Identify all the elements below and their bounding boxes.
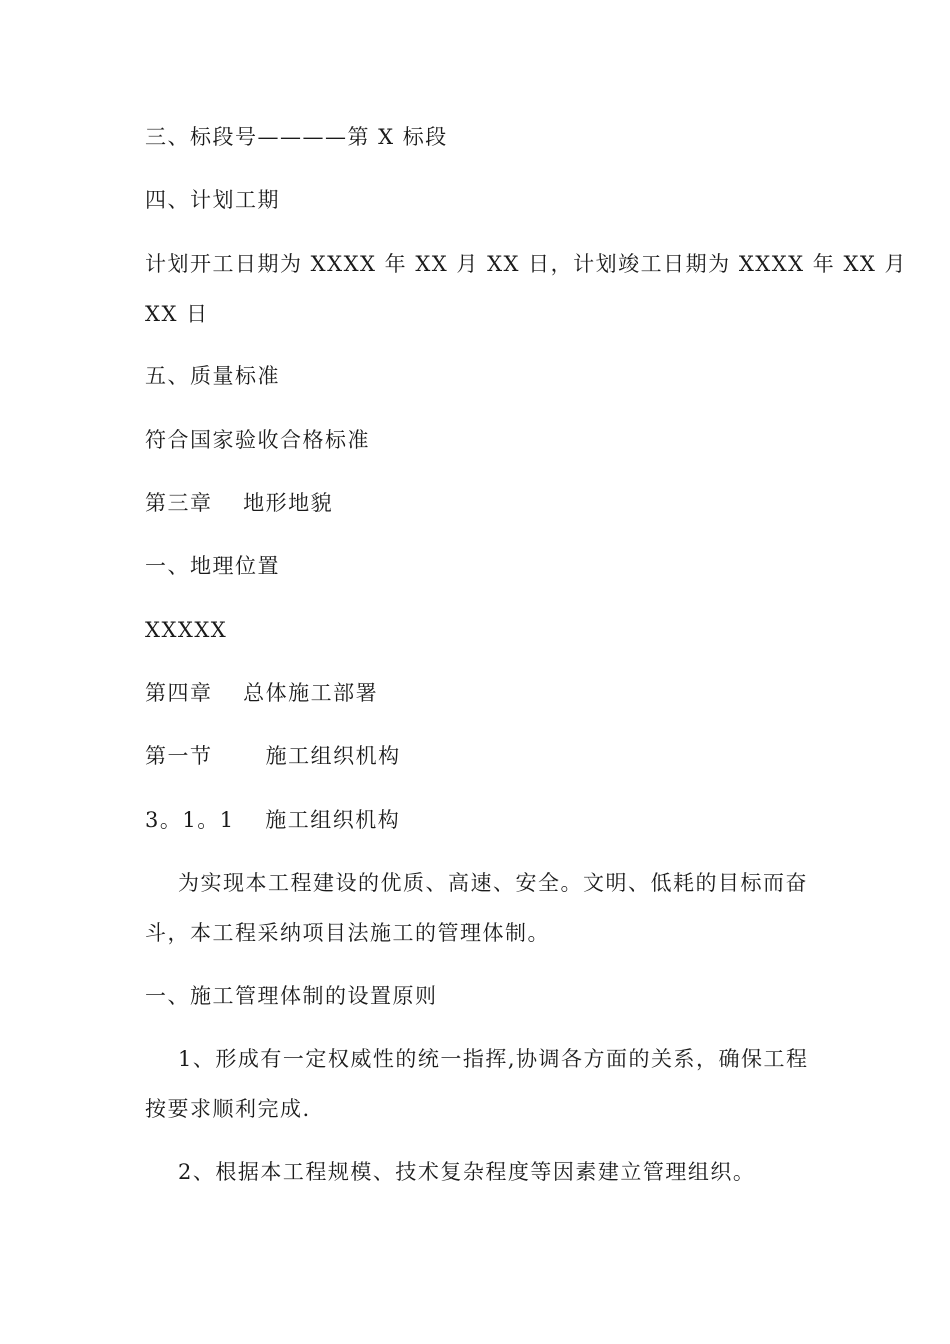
planned-dates-line-1: 计划开工日期为 XXXX 年 XX 月 XX 日，计划竣工日期为 XXXX 年 XX 月 <box>145 252 908 276</box>
section-location-heading: 一、地理位置 <box>145 554 280 578</box>
section-one-heading: 第一节 施工组织机构 <box>145 744 401 768</box>
principle-1-line-1: 1、形成有一定权威性的统一指挥,协调各方面的关系，确保工程 <box>178 1047 809 1071</box>
principle-1-line-2: 按要求顺利完成. <box>145 1097 311 1121</box>
section-bid-number: 三、标段号————第 X 标段 <box>145 125 448 149</box>
principle-2: 2、根据本工程规模、技术复杂程度等因素建立管理组织。 <box>178 1160 756 1184</box>
section-quality-standard-heading: 五、质量标准 <box>145 364 280 388</box>
chapter-four-heading: 第四章 总体施工部署 <box>145 681 379 705</box>
paragraph-intro-line-2: 斗，本工程采纳项目法施工的管理体制。 <box>145 921 550 945</box>
location-text: XXXXX <box>145 618 228 642</box>
principles-heading: 一、施工管理体制的设置原则 <box>145 984 438 1008</box>
subsection-3-1-1-heading: 3。1。1 施工组织机构 <box>145 808 401 832</box>
paragraph-intro-line-1: 为实现本工程建设的优质、高速、安全。文明、低耗的目标而奋 <box>178 871 808 895</box>
section-planned-duration-heading: 四、计划工期 <box>145 188 280 212</box>
quality-standard-text: 符合国家验收合格标准 <box>145 428 370 452</box>
planned-dates-line-2: XX 日 <box>145 302 209 326</box>
chapter-three-heading: 第三章 地形地貌 <box>145 491 334 515</box>
